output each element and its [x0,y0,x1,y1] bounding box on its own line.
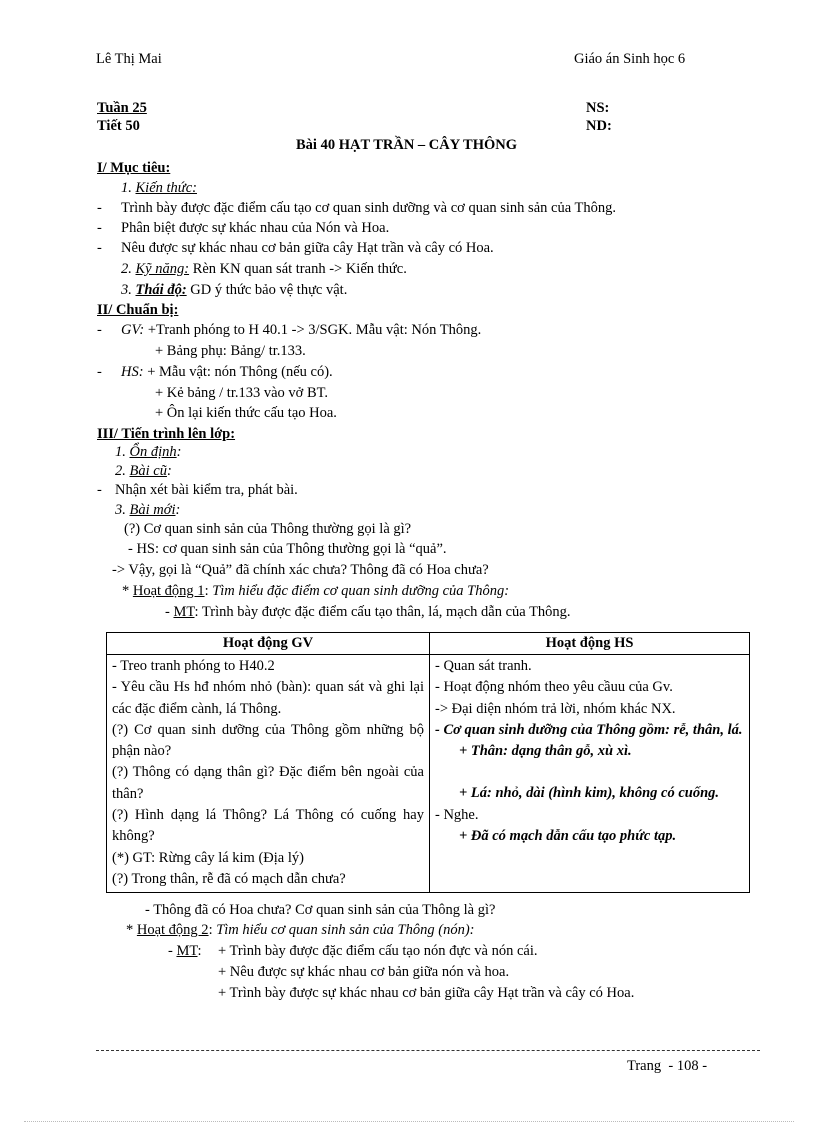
table-cell-line: (?) Thông có dạng thân gì? Đặc điểm bên ngoài của thân? [112,764,424,802]
attitude-line: 3. Thái độ: GD ý thức bảo vệ thực vật. [121,282,348,298]
knowledge-item-text: Trình bày được đặc điểm cấu tạo cơ quan sinh dưỡng và cơ quan sinh sản của Thông. [121,200,616,216]
student-prep-line-2: + Kẻ bảng / tr.133 vào vở BT. [155,385,329,401]
table-row [107,655,750,893]
skills-line: 2. Kỹ năng: Rèn KN quan sát tranh -> Kiến thức. [121,261,407,277]
section-objectives-heading: I/ Mục tiêu: [97,160,171,176]
question-2: -> Vậy, gọi là “Quả” đã chính xác chưa? Thông đã có Hoa chưa? [112,562,489,578]
knowledge-item-text: Phân biệt được sự khác nhau của Nón và Hoa. [121,220,390,236]
activity-2-objective-2: + Nêu được sự khác nhau cơ bản giữa nón và hoa. [218,964,510,980]
activity-2-objective-label: - MT: [168,943,202,959]
header-author: Lê Thị Mai [96,51,162,67]
knowledge-item-text: Nêu được sự khác nhau cơ bản giữa cây Hạt trần và cây có Hoa. [121,240,494,256]
table-cell-line: - Hoạt động nhóm theo yêu cầuu của Gv. [435,679,673,696]
page-bottom-border [24,1121,794,1122]
knowledge-item: - [97,240,102,256]
table-cell-line: - Yêu cầu Hs hđ nhóm nhỏ (bàn): quan sát và ghi lại các đặc điểm cành, lá Thông. [112,679,424,717]
section-procedure-heading: III/ Tiến trình lên lớp: [97,426,236,442]
step-new-lesson: 3. Bài mới: [115,502,181,518]
activity-2-heading: * Hoạt động 2: Tìm hiểu cơ quan sinh sản của Thông (nón): [126,922,475,938]
step-old-lesson: 2. Bài cũ: [115,463,172,479]
nd-label: ND: [586,118,612,134]
table-cell-line: + Đã có mạch dẫn cấu tạo phức tạp. [459,828,677,845]
student-activities-cell [430,655,750,893]
knowledge-item: - [97,220,102,236]
table-cell-line: - Cơ quan sinh dưỡng của Thông gồm: rễ, thân, lá. [435,721,743,738]
student-prep-line-3: + Ôn lại kiến thức cấu tạo Hoa. [155,405,337,421]
activity-2-objective-1: + Trình bày được đặc điểm cấu tạo nón đực và nón cái. [218,943,538,959]
table-cell-line: + Lá: nhỏ, dài (hình kim), không có cuống. [459,785,720,802]
table-cell-line: - Treo tranh phóng to H40.2 [112,658,275,674]
activity-1-heading: * Hoạt động 1: Tìm hiểu đặc điểm cơ quan sinh dưỡng của Thông: [122,583,510,599]
table-cell-line: + Thân: dạng thân gỗ, xù xì. [459,743,632,760]
page-number: Trang - 108 - [627,1058,708,1074]
table-cell-line: -> Đại diện nhóm trả lời, nhóm khác NX. [435,700,676,717]
activity-1-objective: - MT: Trình bày được đặc điểm cấu tạo thân, lá, mạch dẫn của Thông. [165,604,571,620]
activity-2-objective-3: + Trình bày được sự khác nhau cơ bản giữa cây Hạt trần và cây có Hoa. [218,985,635,1001]
knowledge-item: - [97,200,102,216]
lesson-number: Tiết 50 [97,118,140,134]
step-stabilize: 1. Ổn định: [115,444,182,460]
question-1: (?) Cơ quan sinh sản của Thông thường gọi là gì? [124,521,412,537]
activity-table [106,632,750,893]
table-cell-line: (?) Hình dạng lá Thông? Lá Thông có cuống hay không? [112,807,424,845]
table-cell-line: - Quan sát tranh. [435,658,532,674]
ns-label: NS: [586,100,610,116]
table-header-row [107,633,750,655]
answer-1: - HS: cơ quan sinh sản của Thông thường gọi là “quả”. [128,541,447,557]
table-header-student: Hoạt động HS [430,633,750,655]
teacher-prep-line: GV: +Tranh phóng to H 40.1 -> 3/SGK. Mẫu vật: Nón Thông. [121,322,482,338]
week: Tuần 25 [97,100,147,116]
prep-dash: - [97,364,102,380]
student-prep-line: HS: + Mẫu vật: nón Thông (nếu có). [121,364,333,380]
teacher-activities-cell [107,655,430,893]
footer-divider [96,1050,760,1051]
header-subject: Giáo án Sinh học 6 [574,51,686,67]
old-lesson-dash: - [97,482,102,498]
table-cell-line: (*) GT: Rừng cây lá kim (Địa lý) [112,849,304,866]
question-3: - Thông đã có Hoa chưa? Cơ quan sinh sản của Thông là gì? [145,902,496,918]
prep-dash: - [97,322,102,338]
old-lesson-text: Nhận xét bài kiểm tra, phát bài. [115,482,298,498]
table-cell-line: (?) Cơ quan sinh dưỡng của Thông gồm những bộ phận nào? [112,721,424,760]
lesson-title: Bài 40 HẠT TRẦN – CÂY THÔNG [296,137,518,153]
teacher-prep-line-2: + Bảng phụ: Bảng/ tr.133. [155,343,306,359]
section-preparation-heading: II/ Chuẩn bị: [97,302,179,318]
table-cell-line: (?) Trong thân, rễ đã có mạch dẫn chưa? [112,870,346,887]
table-header-teacher: Hoạt động GV [107,633,430,655]
table-cell-line: - Nghe. [435,806,479,823]
knowledge-subheading: 1. Kiến thức: [121,180,197,196]
